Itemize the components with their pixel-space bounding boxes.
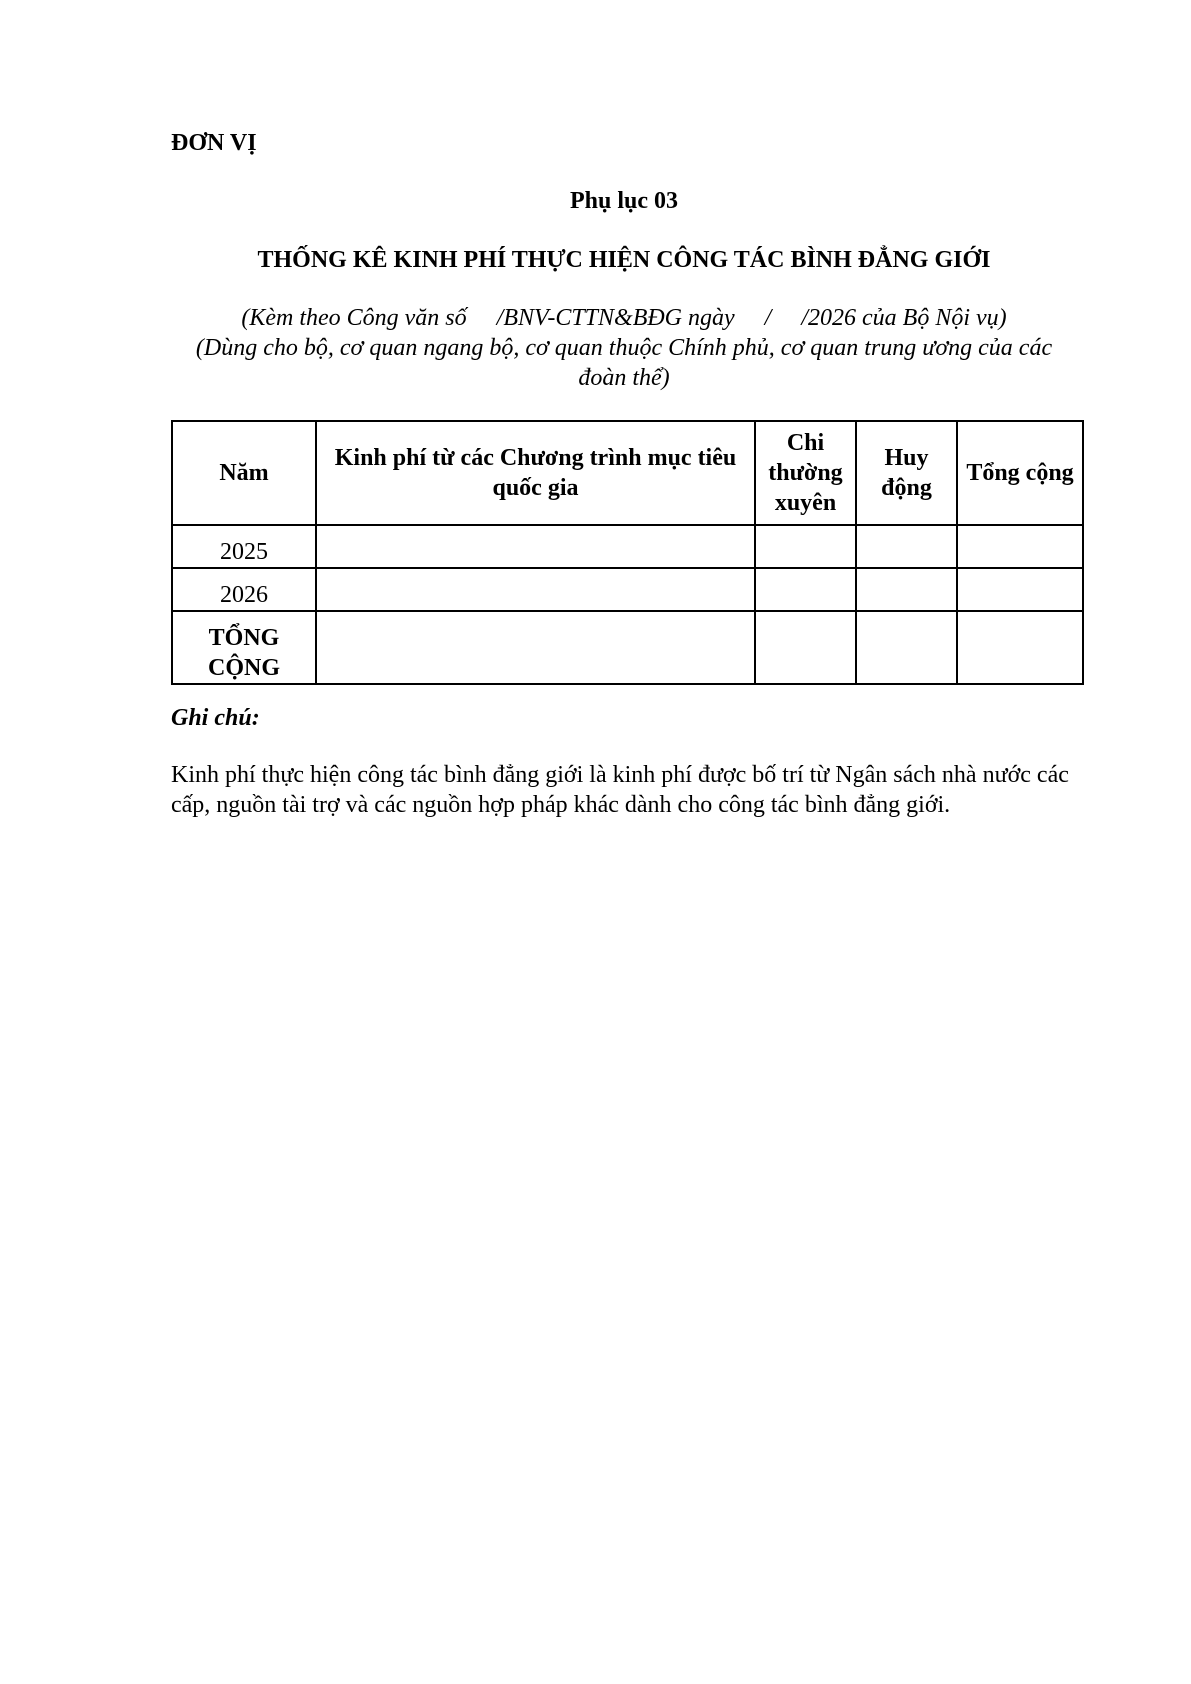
table-row <box>172 525 1083 568</box>
column-header-mobilized: Huy động <box>856 421 957 525</box>
document-title: THỐNG KÊ KINH PHÍ THỰC HIỆN CÔNG TÁC BÌNH ĐẲNG GIỚI <box>257 247 991 273</box>
notes-label: Ghi chú: <box>171 705 260 731</box>
national-programs-cell[interactable] <box>316 568 755 611</box>
column-header-year: Năm <box>172 421 316 525</box>
year-cell: 2025 <box>172 525 316 568</box>
total-cell[interactable] <box>957 525 1083 568</box>
recurrent-spending-cell[interactable] <box>755 525 856 568</box>
recurrent-spending-total-cell[interactable] <box>755 611 856 684</box>
total-cell[interactable] <box>957 568 1083 611</box>
notes-text: Kinh phí thực hiện công tác bình đẳng giới là kinh phí được bố trí từ Ngân sách nhà nước các cấp, nguồn tài trợ và các nguồn hợp pháp khác dành cho công tác bình đẳng giới. <box>171 762 1069 818</box>
mobilized-total-cell[interactable] <box>856 611 957 684</box>
column-header-national-programs: Kinh phí từ các Chương trình mục tiêu quốc gia <box>316 421 755 525</box>
column-header-recurrent-spending: Chi thường xuyên <box>755 421 856 525</box>
grand-total-cell[interactable] <box>957 611 1083 684</box>
table-total-row <box>172 611 1083 684</box>
table-header-row <box>172 421 1083 525</box>
unit-label: ĐƠN VỊ <box>171 130 257 156</box>
table-row <box>172 568 1083 611</box>
scope-line: (Dùng cho bộ, cơ quan ngang bộ, cơ quan thuộc Chính phủ, cơ quan trung ương của các đoàn thể) <box>195 335 1053 391</box>
national-programs-cell[interactable] <box>316 525 755 568</box>
mobilized-cell[interactable] <box>856 525 957 568</box>
mobilized-cell[interactable] <box>856 568 957 611</box>
recurrent-spending-cell[interactable] <box>755 568 856 611</box>
total-label-cell: TỔNG CỘNG <box>172 611 316 684</box>
year-cell: 2026 <box>172 568 316 611</box>
column-header-total: Tổng cộng <box>957 421 1083 525</box>
funding-table <box>171 420 1084 685</box>
reference-line: (Kèm theo Công văn số /BNV-CTTN&BĐG ngày / /2026 của Bộ Nội vụ) <box>241 305 1007 331</box>
appendix-label: Phụ lục 03 <box>569 188 679 214</box>
national-programs-total-cell[interactable] <box>316 611 755 684</box>
